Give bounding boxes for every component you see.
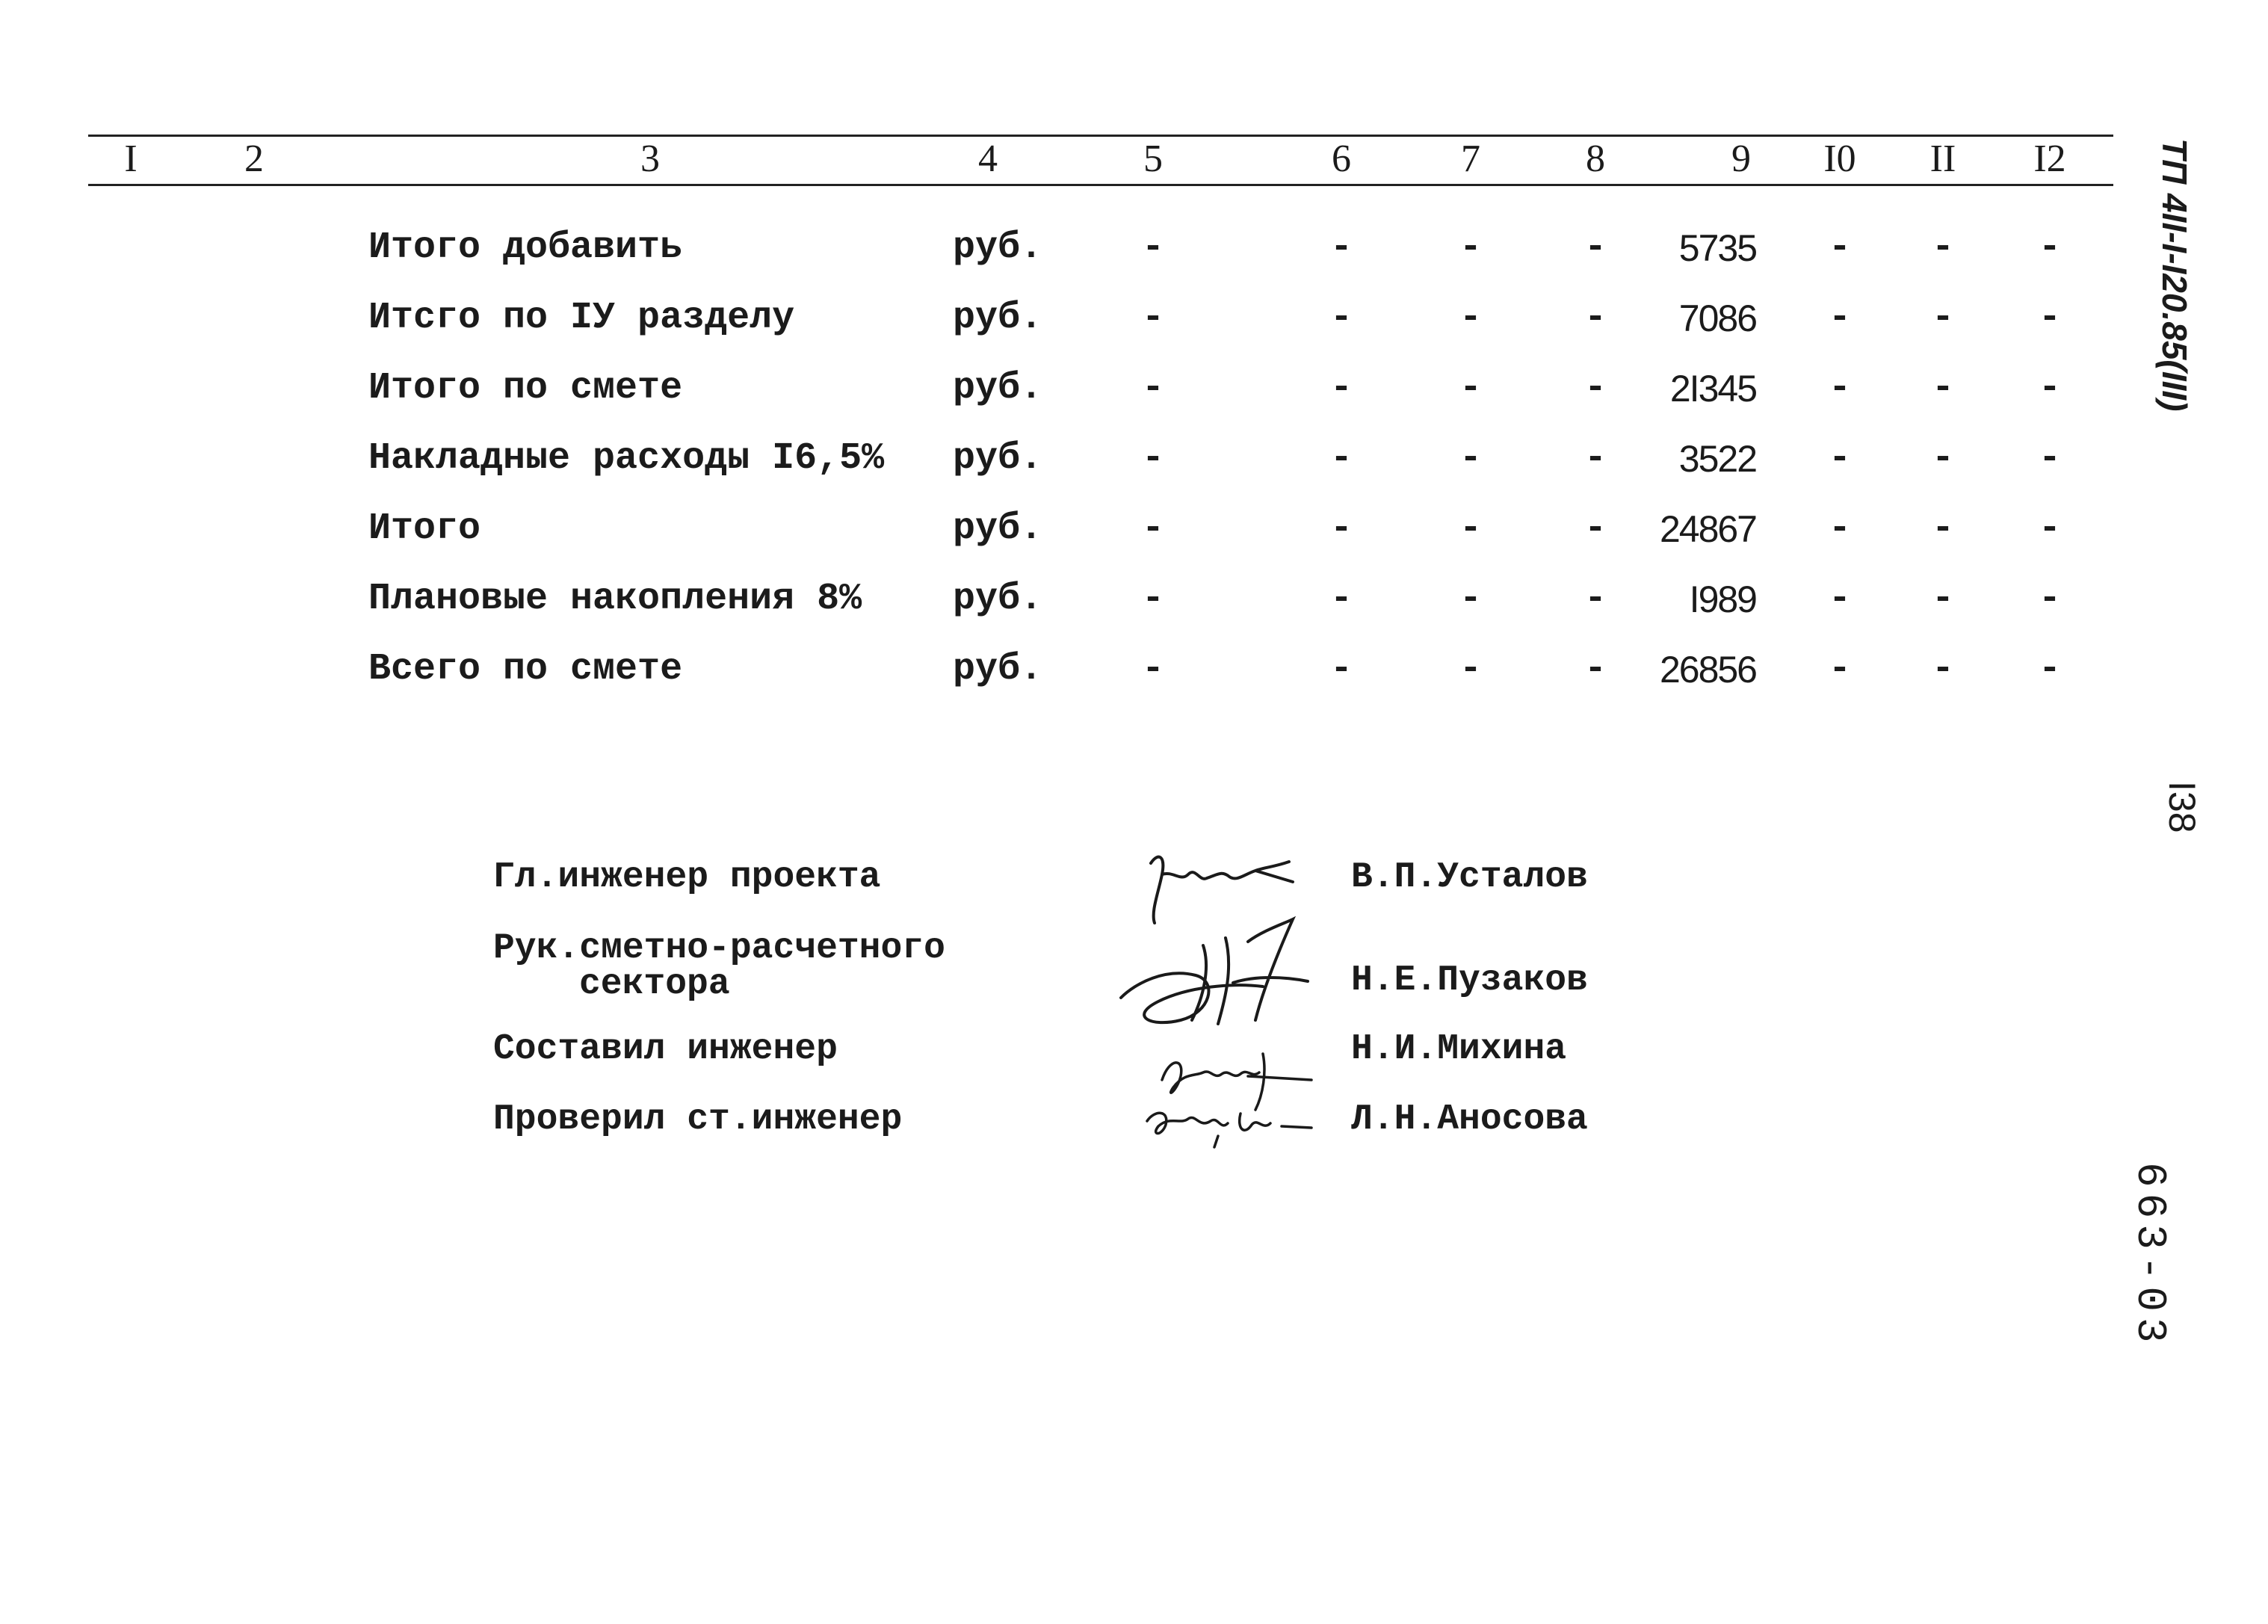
- row-value: 5735: [1678, 227, 1756, 269]
- column-header-12: I2: [2033, 138, 2066, 180]
- handwritten-signature-puzakov: [1113, 916, 1345, 1039]
- row-cell-7: -: [1459, 297, 1482, 339]
- row-value: 2I345: [1669, 368, 1756, 410]
- row-cell-6: -: [1329, 297, 1353, 339]
- document-code: ТП 4II-I-I20.85(III): [2155, 138, 2194, 412]
- row-cell-12: -: [2038, 297, 2061, 339]
- row-cell-5: -: [1141, 648, 1164, 691]
- row-cell-10: -: [1828, 226, 1851, 269]
- row-cell-11: -: [1931, 367, 1954, 410]
- row-cell-8: -: [1583, 578, 1607, 620]
- row-cell-5: -: [1141, 226, 1164, 269]
- header-bottom-rule: [88, 184, 2113, 186]
- row-cell-7: -: [1459, 367, 1482, 410]
- row-label: Итого добавить: [368, 226, 683, 269]
- row-cell-10: -: [1828, 437, 1851, 480]
- row-cell-5: -: [1141, 507, 1164, 550]
- column-header-8: 8: [1586, 138, 1605, 180]
- row-cell-10: -: [1828, 578, 1851, 620]
- row-cell-7: -: [1459, 648, 1482, 691]
- row-cell-11: -: [1931, 507, 1954, 550]
- row-cell-8: -: [1583, 297, 1607, 339]
- column-header-1: I: [124, 138, 137, 180]
- sheet-code: 663-03: [2126, 1162, 2174, 1349]
- row-cell-10: -: [1828, 297, 1851, 339]
- row-cell-8: -: [1583, 437, 1607, 480]
- row-cell-11: -: [1931, 578, 1954, 620]
- row-cell-12: -: [2038, 226, 2061, 269]
- row-cell-6: -: [1329, 578, 1353, 620]
- row-unit: руб.: [953, 437, 1043, 480]
- row-cell-12: -: [2038, 507, 2061, 550]
- row-unit: руб.: [953, 367, 1043, 410]
- row-cell-6: -: [1329, 507, 1353, 550]
- handwritten-signature-anosova: [1140, 1095, 1319, 1155]
- row-cell-8: -: [1583, 507, 1607, 550]
- row-cell-8: -: [1583, 648, 1607, 691]
- signature-role-line2: сектора: [579, 964, 730, 1004]
- row-cell-6: -: [1329, 226, 1353, 269]
- row-label: Итого: [368, 507, 481, 550]
- column-header-4: 4: [978, 138, 998, 180]
- row-value: 24867: [1659, 508, 1756, 550]
- row-cell-6: -: [1329, 437, 1353, 480]
- row-cell-5: -: [1141, 367, 1164, 410]
- row-value: I989: [1689, 578, 1756, 620]
- row-cell-7: -: [1459, 437, 1482, 480]
- column-header-5: 5: [1143, 138, 1163, 180]
- signature-name: Н.Е.Пузаков: [1351, 960, 1588, 1001]
- row-cell-5: -: [1141, 297, 1164, 339]
- row-unit: руб.: [953, 578, 1043, 620]
- row-unit: руб.: [953, 507, 1043, 550]
- row-cell-12: -: [2038, 437, 2061, 480]
- row-cell-11: -: [1931, 648, 1954, 691]
- row-cell-11: -: [1931, 297, 1954, 339]
- row-value: 26856: [1659, 649, 1756, 691]
- signature-name: В.П.Усталов: [1351, 857, 1588, 898]
- row-label: Итсго по IУ разделу: [368, 297, 795, 339]
- column-header-3: 3: [640, 138, 660, 180]
- signature-role: Составил инженер: [493, 1029, 838, 1069]
- row-cell-12: -: [2038, 578, 2061, 620]
- row-cell-8: -: [1583, 367, 1607, 410]
- row-unit: руб.: [953, 226, 1043, 269]
- row-cell-8: -: [1583, 226, 1607, 269]
- row-cell-10: -: [1828, 507, 1851, 550]
- row-cell-12: -: [2038, 648, 2061, 691]
- row-unit: руб.: [953, 297, 1043, 339]
- column-header-2: 2: [244, 138, 264, 180]
- row-cell-11: -: [1931, 226, 1954, 269]
- column-header-11: II: [1929, 138, 1956, 180]
- row-label: Накладные расходы I6,5%: [368, 437, 885, 480]
- row-cell-10: -: [1828, 367, 1851, 410]
- signature-role-line1: Рук.сметно-расчетного: [493, 928, 945, 969]
- column-header-6: 6: [1332, 138, 1351, 180]
- row-cell-7: -: [1459, 507, 1482, 550]
- row-cell-10: -: [1828, 648, 1851, 691]
- column-header-10: I0: [1823, 138, 1856, 180]
- column-header-9: 9: [1731, 138, 1751, 180]
- signature-role: Гл.инженер проекта: [493, 857, 881, 898]
- row-label: Итого по смете: [368, 367, 683, 410]
- row-label: Всего по смете: [368, 648, 683, 691]
- signature-role: [493, 930, 945, 1002]
- row-cell-7: -: [1459, 226, 1482, 269]
- row-value: 3522: [1678, 438, 1756, 480]
- row-label: Плановые накопления 8%: [368, 578, 862, 620]
- row-cell-11: -: [1931, 437, 1954, 480]
- row-cell-5: -: [1141, 437, 1164, 480]
- row-cell-6: -: [1329, 367, 1353, 410]
- row-cell-6: -: [1329, 648, 1353, 691]
- row-cell-5: -: [1141, 578, 1164, 620]
- signature-name: Л.Н.Аносова: [1351, 1099, 1588, 1140]
- column-header-7: 7: [1461, 138, 1480, 180]
- page-number: I38: [2161, 781, 2203, 833]
- row-value: 7086: [1678, 297, 1756, 339]
- signature-role: Проверил ст.инженер: [493, 1099, 903, 1140]
- signature-name: Н.И.Михина: [1351, 1029, 1567, 1069]
- row-cell-7: -: [1459, 578, 1482, 620]
- row-cell-12: -: [2038, 367, 2061, 410]
- row-unit: руб.: [953, 648, 1043, 691]
